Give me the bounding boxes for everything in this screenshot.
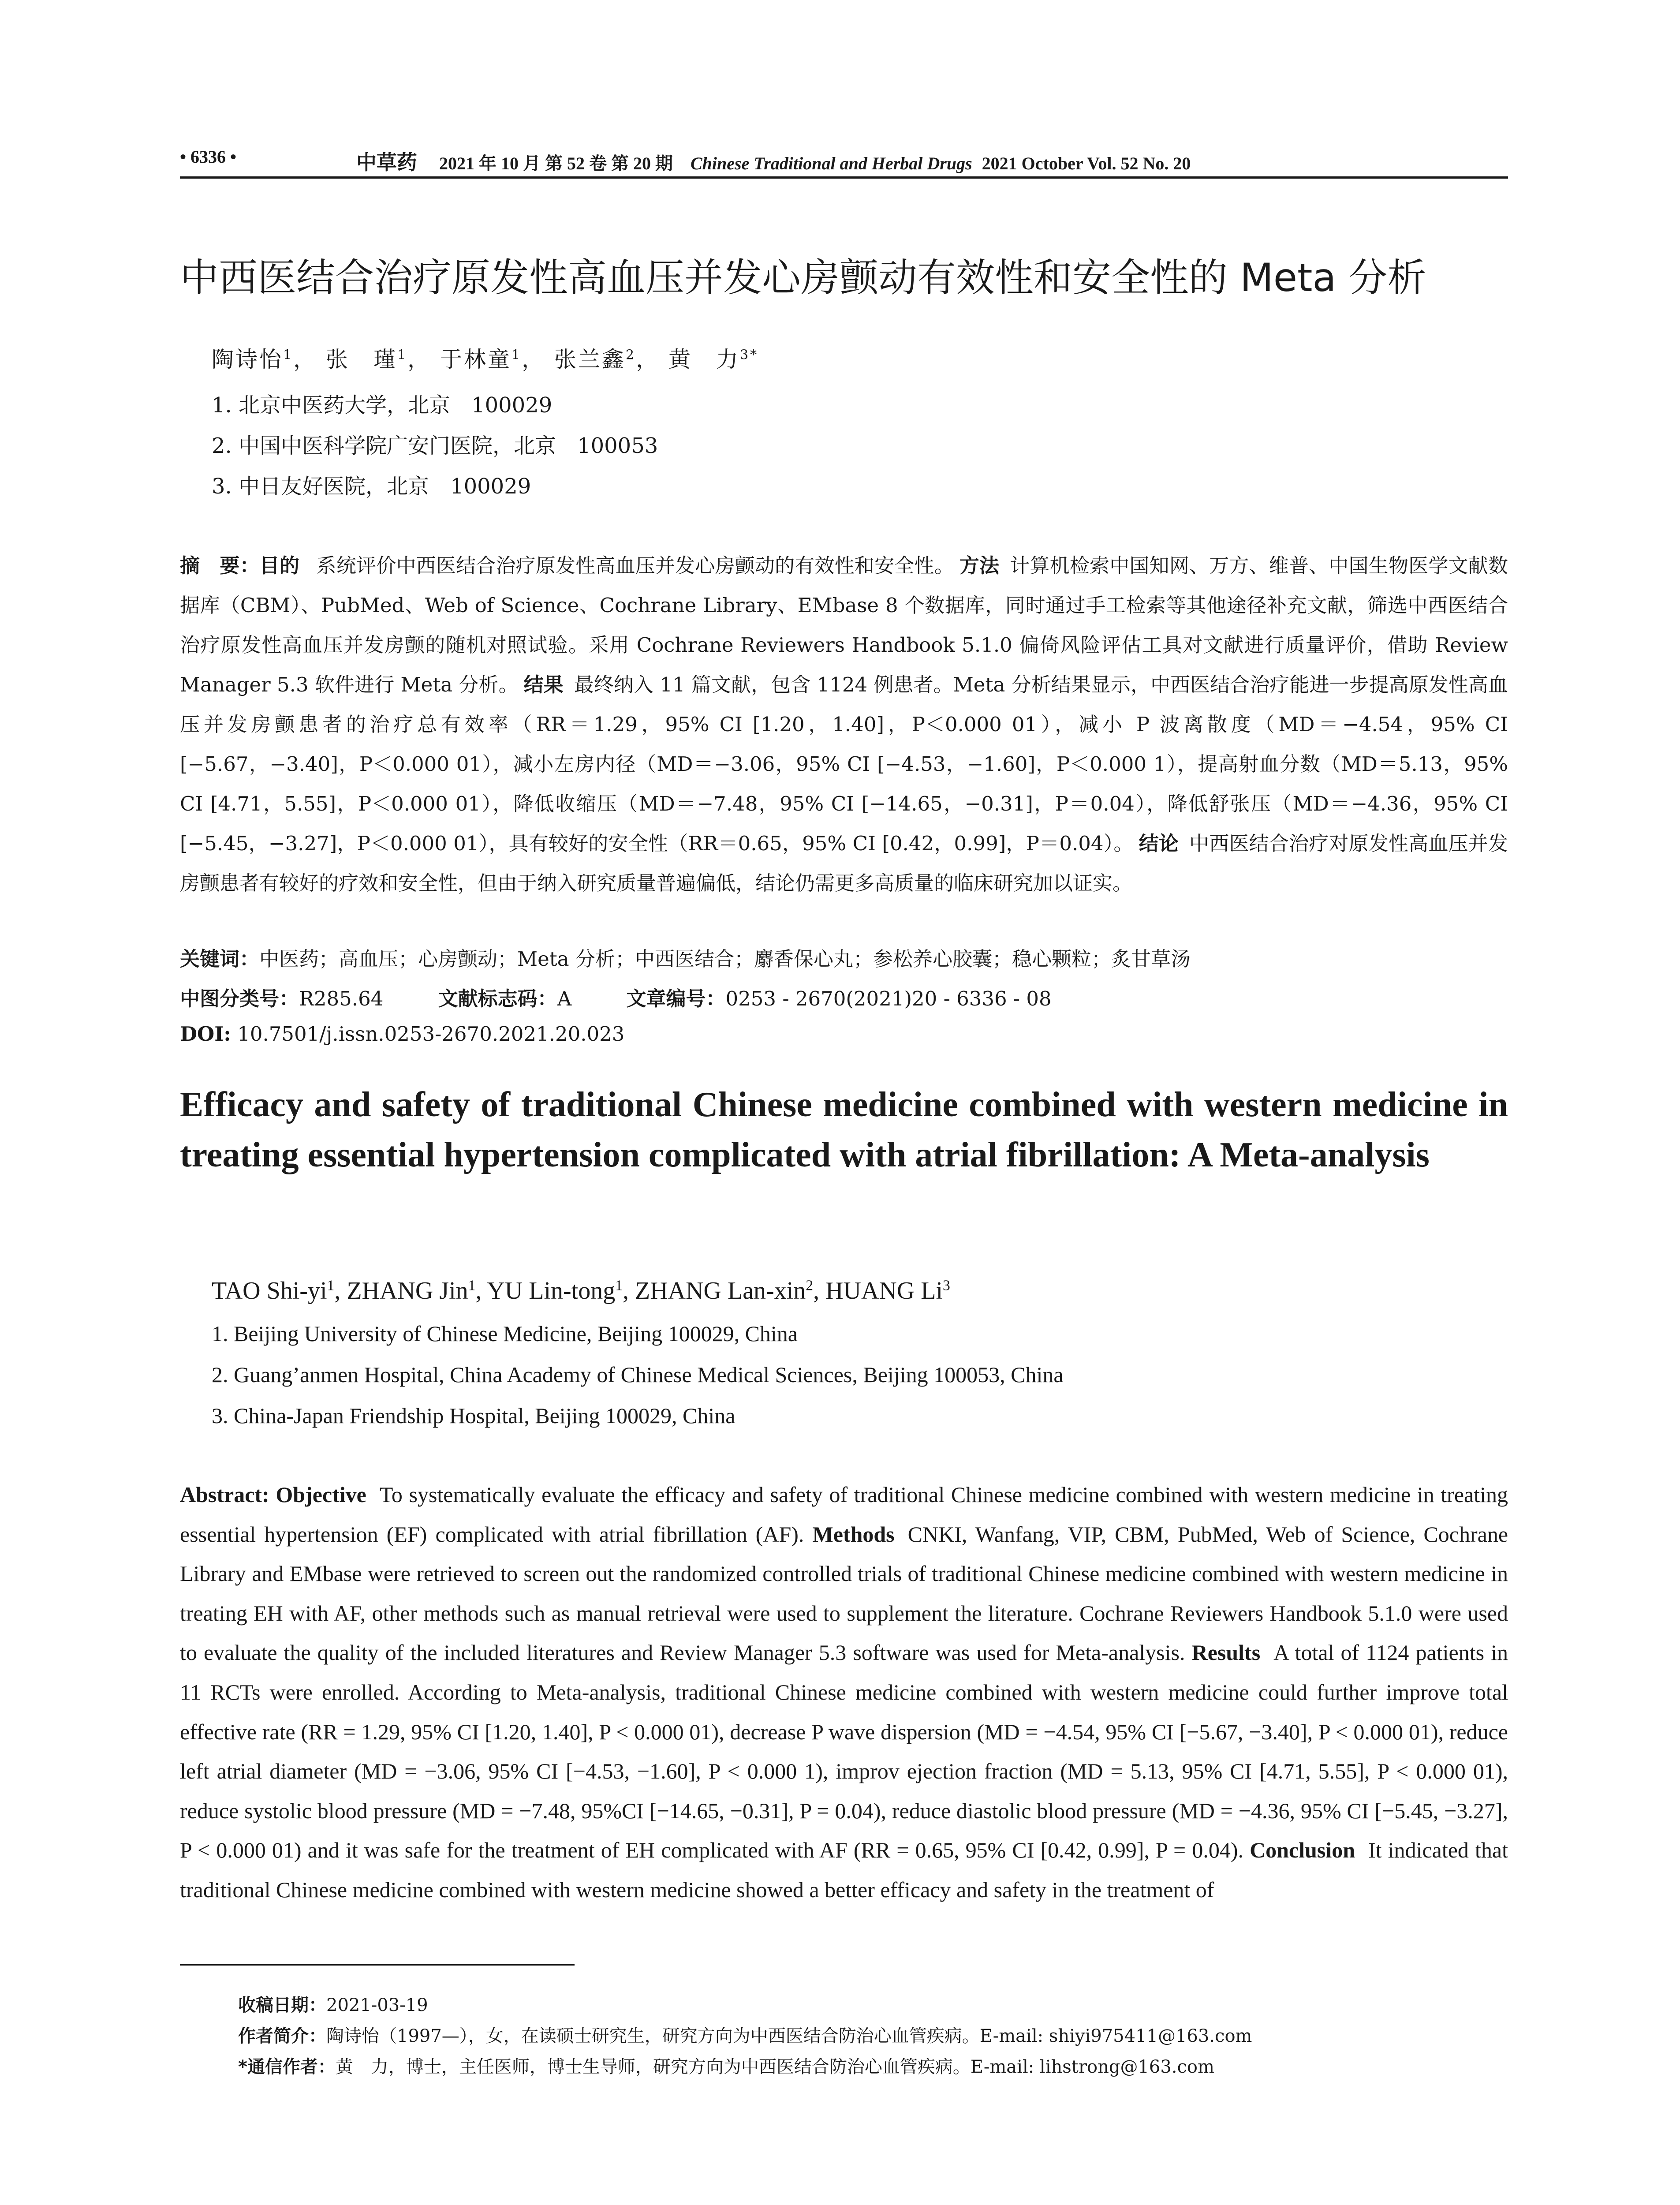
keywords-line — [180, 943, 1191, 972]
clc-label: 中图分类号： — [180, 987, 299, 1010]
author-en: ZHANG Jin — [347, 1277, 468, 1304]
author-en: ZHANG Lan-xin — [635, 1277, 806, 1304]
received-label: 收稿日期： — [238, 1995, 326, 2015]
methods-heading: Methods — [812, 1521, 895, 1547]
affiliation-en: 2. Guang’anmen Hospital, China Academy of Chinese Medical Sciences, Beijing 100053, China — [212, 1362, 1064, 1387]
methods-heading: 方法 — [959, 554, 1000, 577]
journal-name-en: Chinese Traditional and Herbal Drugs — [691, 153, 972, 173]
affiliation-en: 3. China-Japan Friendship Hospital, Beijing 100029, China — [212, 1403, 735, 1428]
results-text: A total of 1124 patients in 11 RCTs were enrolled. According to Meta-analysis, traditional Chinese medicine combined with western medicine could further improve total effective rate (RR = 1.29, 95% CI [1.20, 1.40], P < 0.000 01), decrease P wave dispersion (MD = −4.54, 95% CI [−5.67, −3.40], P < 0.000 01), reduce left atrial diameter (MD = −3.06, 95% CI [−4.53, −1.60], P < 0.000 1), improv ejection fraction (MD = 5.13, 95% CI [4.71, 5.55], P < 0.000 01), reduce systolic blood pressure (MD = −7.48, 95%CI [−14.65, −0.31], P = 0.04), reduce diastolic blood pressure (MD = −4.36, 95% CI [−5.45, −3.27], P < 0.000 01) and it was safe for the treatment of EH complicated with AF (RR = 0.65, 95% CI [0.42, 0.99], P = 0.04). — [180, 1640, 1508, 1863]
author-sup: 3* — [740, 347, 759, 363]
conclusion-heading: 结论 — [1139, 832, 1179, 855]
methods-text: CNKI, Wanfang, VIP, CBM, PubMed, Web of Science, Cochrane Library and EMbase were retrieved to screen out the randomized controlled trials of traditional Chinese medicine combined with western medicine in treating EH with AF, other methods such as manual retrieval were used to supplement the literature. Cochrane Reviewers Handbook 5.1.0 were used to evaluate the quality of the included literatures and Review Manager 5.3 software was used for Meta-analysis. — [180, 1521, 1508, 1665]
author-sup: 1 — [511, 347, 522, 363]
results-heading: 结果 — [523, 673, 564, 696]
doi-value: 10.7501/j.issn.0253-2670.2021.20.023 — [237, 1022, 625, 1046]
conclusion-heading: Conclusion — [1250, 1838, 1355, 1863]
author-sup: 2 — [626, 347, 636, 363]
page-number: • 6336 • — [180, 147, 237, 167]
conclusion-text: 中西医结合治疗对原发性高血压并发房颤患者有较好的疗效和安全性，但由于纳入研究质量普遍偏低，结论仍需更多高质量的临床研究加以证实。 — [180, 832, 1508, 895]
bio-label: 作者简介： — [238, 2026, 326, 2046]
affiliation-cn: 3. 中日友好医院，北京 100029 — [212, 474, 531, 499]
conclusion-text: It indicated that traditional Chinese medicine combined with western medicine showed a better efficacy and safety in the treatment of — [180, 1838, 1508, 1902]
methods-text: 计算机检索中国知网、万方、维普、中国生物医学文献数据库（CBM）、PubMed、Web of Science、Cochrane Library、EMbase 8 个数据库，同时通过手工检索等其他途径补充文献，筛选中西医结合治疗原发性高血压并发房颤的随机对照试验。采用 Cochrane Reviewers Handbook 5.1.0 偏倚风险评估工具对文献进行质量评价，借助 Review Manager 5.3 软件进行 Meta 分析。 — [180, 554, 1508, 696]
author-sup: 1 — [615, 1277, 623, 1294]
title-en: Efficacy and safety of traditional Chinese medicine combined with western medicine in treating essential hypertension complicated with atrial fibrillation: A Meta-analysis — [180, 1085, 1508, 1174]
authors-en: TAO Shi-$yi^1$, ZHANG Jin$^1$, YU Lin-tong$^1$, ZHANG Lan-xin$^2$, HUANG Li$^3$ — [212, 1277, 950, 1304]
abstract-cn — [180, 546, 1508, 903]
affiliation-cn: 2. 中国中医科学院广安门医院，北京 100053 — [212, 434, 658, 458]
keywords-label: 关键词： — [180, 947, 260, 971]
abstract-label: Abstract: — [180, 1482, 269, 1507]
author-cn: 陶诗怡 — [212, 347, 283, 372]
doi-label: DOI: — [180, 1022, 231, 1046]
clc-value: R285.64 — [299, 987, 384, 1010]
abstract-label: 摘 要： — [180, 554, 260, 577]
results-text: 最终纳入 11 篇文献，包含 1124 例患者。Meta 分析结果显示，中西医结合治疗能进一步提高原发性高血压并发房颤患者的治疗总有效率（RR＝1.29，95% CI [1.20，1.40]，P＜0.000 01），减小 P 波离散度（MD＝−4.54，95% CI [−5.67，−3.40]，P＜0.000 01），减小左房内径（MD＝−3.06，95% CI [−4.53，−1.60]，P＜0.000 1），提高射血分数（MD＝5.13，95% CI [4.71，5.55]，P＜0.000 01），降低收缩压（MD＝−7.48，95% CI [−14.65，−0.31]，P＝0.04），降低舒张压（MD＝−4.36，95% CI [−5.45，−3.27]，P＜0.000 01），具有较好的安全性（RR＝0.65，95% CI [0.42，0.99]，P＝0.04）。 — [180, 673, 1508, 855]
abstract-en — [180, 1475, 1508, 1910]
author-en: YU Lin-tong — [487, 1277, 616, 1304]
issue-cn: 2021 年 10 月 第 52 卷 第 20 期 — [439, 153, 673, 173]
author-sup: 1 — [327, 1277, 335, 1294]
objective-text: To systematically evaluate the efficacy and safety of traditional Chinese medicine combined with western medicine in treating essential hypertension (EF) complicated with atrial fibrillation (AF). — [180, 1482, 1508, 1547]
author-sup: 1 — [468, 1277, 476, 1294]
article-no-label: 文章编号： — [626, 987, 726, 1010]
footnote-corresponding — [238, 2053, 1214, 2078]
author-cn: 张 瑾 — [326, 347, 397, 372]
author-en: HUANG Li — [825, 1277, 943, 1304]
corresponding-text: 黄 力，博士，主任医师，博士生导师，研究方向为中西医结合防治心血管疾病。E-mail: lihstrong@163.com — [335, 2057, 1214, 2077]
results-heading: Results — [1191, 1640, 1261, 1665]
footnote-rule — [180, 1964, 575, 1966]
title-cn: 中西医结合治疗原发性高血压并发心房颤动有效性和安全性的 Meta 分析 — [180, 255, 1426, 300]
received-date: 2021-03-19 — [326, 1995, 428, 2015]
issue-en: 2021 October Vol. 52 No. 20 — [982, 153, 1191, 173]
keywords: 中医药；高血压；心房颤动；Meta 分析；中西医结合；麝香保心丸；参松养心胶囊；稳心颗粒；炙甘草汤 — [259, 947, 1191, 971]
objective-heading: Objective — [276, 1482, 366, 1507]
author-cn: 张兰鑫 — [554, 347, 626, 372]
author-en: TAO Shi-yi — [212, 1277, 327, 1304]
affiliation-en: 1. Beijing University of Chinese Medicine, Beijing 100029, China — [212, 1321, 798, 1346]
affiliation-cn: 1. 北京中医药大学，北京 100029 — [212, 393, 553, 418]
header-rule — [180, 176, 1508, 179]
footnote-bio — [238, 2022, 1252, 2047]
author-sup: 1 — [397, 347, 408, 363]
journal-line — [356, 146, 1191, 176]
author-sup: 1 — [283, 347, 294, 363]
bio-text: 陶诗怡（1997—），女，在读硕士研究生，研究方向为中西医结合防治心血管疾病。E-mail: shiyi975411@163.com — [326, 2026, 1252, 2046]
doc-code-label: 文献标志码： — [438, 987, 557, 1010]
classification-line — [180, 983, 1052, 1011]
author-sup: 2 — [806, 1277, 814, 1294]
authors-cn: 陶诗怡$^1$， 张 瑾$^1$， 于林童$^1$， 张兰鑫$^2$， 黄 力$^{3*}$ — [212, 347, 759, 372]
journal-name-cn: 中草药 — [356, 150, 417, 174]
author-cn: 黄 力 — [668, 347, 740, 372]
running-header — [180, 140, 1508, 172]
author-sup: 3 — [943, 1277, 950, 1294]
objective-heading: 目的 — [259, 554, 300, 577]
footnote-received — [238, 1991, 428, 2016]
objective-text: 系统评价中西医结合治疗原发性高血压并发心房颤动的有效性和安全性。 — [316, 554, 954, 577]
corresponding-label: *通信作者： — [238, 2057, 336, 2077]
article-no-value: 0253 - 2670(2021)20 - 6336 - 08 — [725, 987, 1052, 1010]
doc-code-value: A — [557, 987, 572, 1010]
doi-line — [180, 1022, 624, 1046]
author-cn: 于林童 — [440, 347, 511, 372]
